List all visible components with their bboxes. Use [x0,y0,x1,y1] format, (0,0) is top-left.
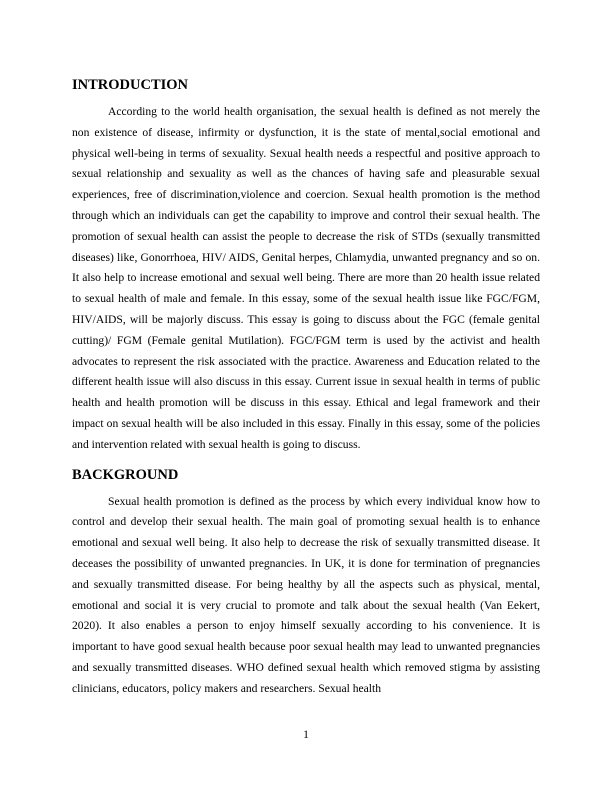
section-heading-background: BACKGROUND [72,466,179,483]
section-spacer [72,456,540,464]
document-page [72,74,540,700]
section-heading-introduction: INTRODUCTION [72,77,189,93]
background-paragraph: Sexual health promotion is defined as the process by which every individual know how to control and develop their sexual health. The main goal of promoting sexual health is to enhance emotional and sexual well being. It also help to decrease the risk of sexually transmitted disease. It deceases the possibility of unwanted pregnancies. In UK, it is done for termination of pregnancies and sexually transmitted disease. For being healthy by all the aspects such as physical, mental, emotional and social it is very crucial to promote and talk about the sexual health (Van Eekert, 2020). It also enables a person to enjoy himself sexually according to his convenience. It is important to have good sexual health because poor sexual health may lead to unwanted pregnancies and sexually transmitted diseases. WHO defined sexual health which removed stigma by assisting clinicians, educators, policy makers and researchers. Sexual health [72,494,540,695]
page-number: 1 [303,728,309,741]
introduction-paragraph: According to the world health organisation, the sexual health is defined as not merely the non existence of disease, infirmity or dysfunction, it is the state of mental,social emotional and physical well-being in terms of sexuality. Sexual health needs a respectful and positive approach to sexual relationship and sexuality as well as the chances of having safe and pleasurable sexual experiences, free of discrimination,violence and coercion. Sexual health promotion is the method through which an individuals can get the capability to improve and control their sexual health. The promotion of sexual health can assist the people to decrease the risk of STDs (sexually transmitted diseases) like, Gonorrhoea, HIV/ AIDS, Genital herpes, Chlamydia, unwanted pregnancy and so on. It also help to increase emotional and sexual well being. There are more than 20 health issue related to sexual health of male and female. In this essay, some of the sexual health issue like FGC/FGM, HIV/AIDS, will be majorly discuss. This essay is going to discuss about the FGC (female genital cutting)/ FGM (Female genital Mutilation). FGC/FGM term is used by the activist and health advocates to represent the risk associated with the practice. Awareness and Education related to the different health issue will also discuss in this essay. Current issue in sexual health in terms of public health and health promotion will be discuss in this essay. Ethical and legal framework and their impact on sexual health will be also included in this essay. Finally in this essay, some of the policies and intervention related with sexual health is going to discuss. [72,105,540,451]
